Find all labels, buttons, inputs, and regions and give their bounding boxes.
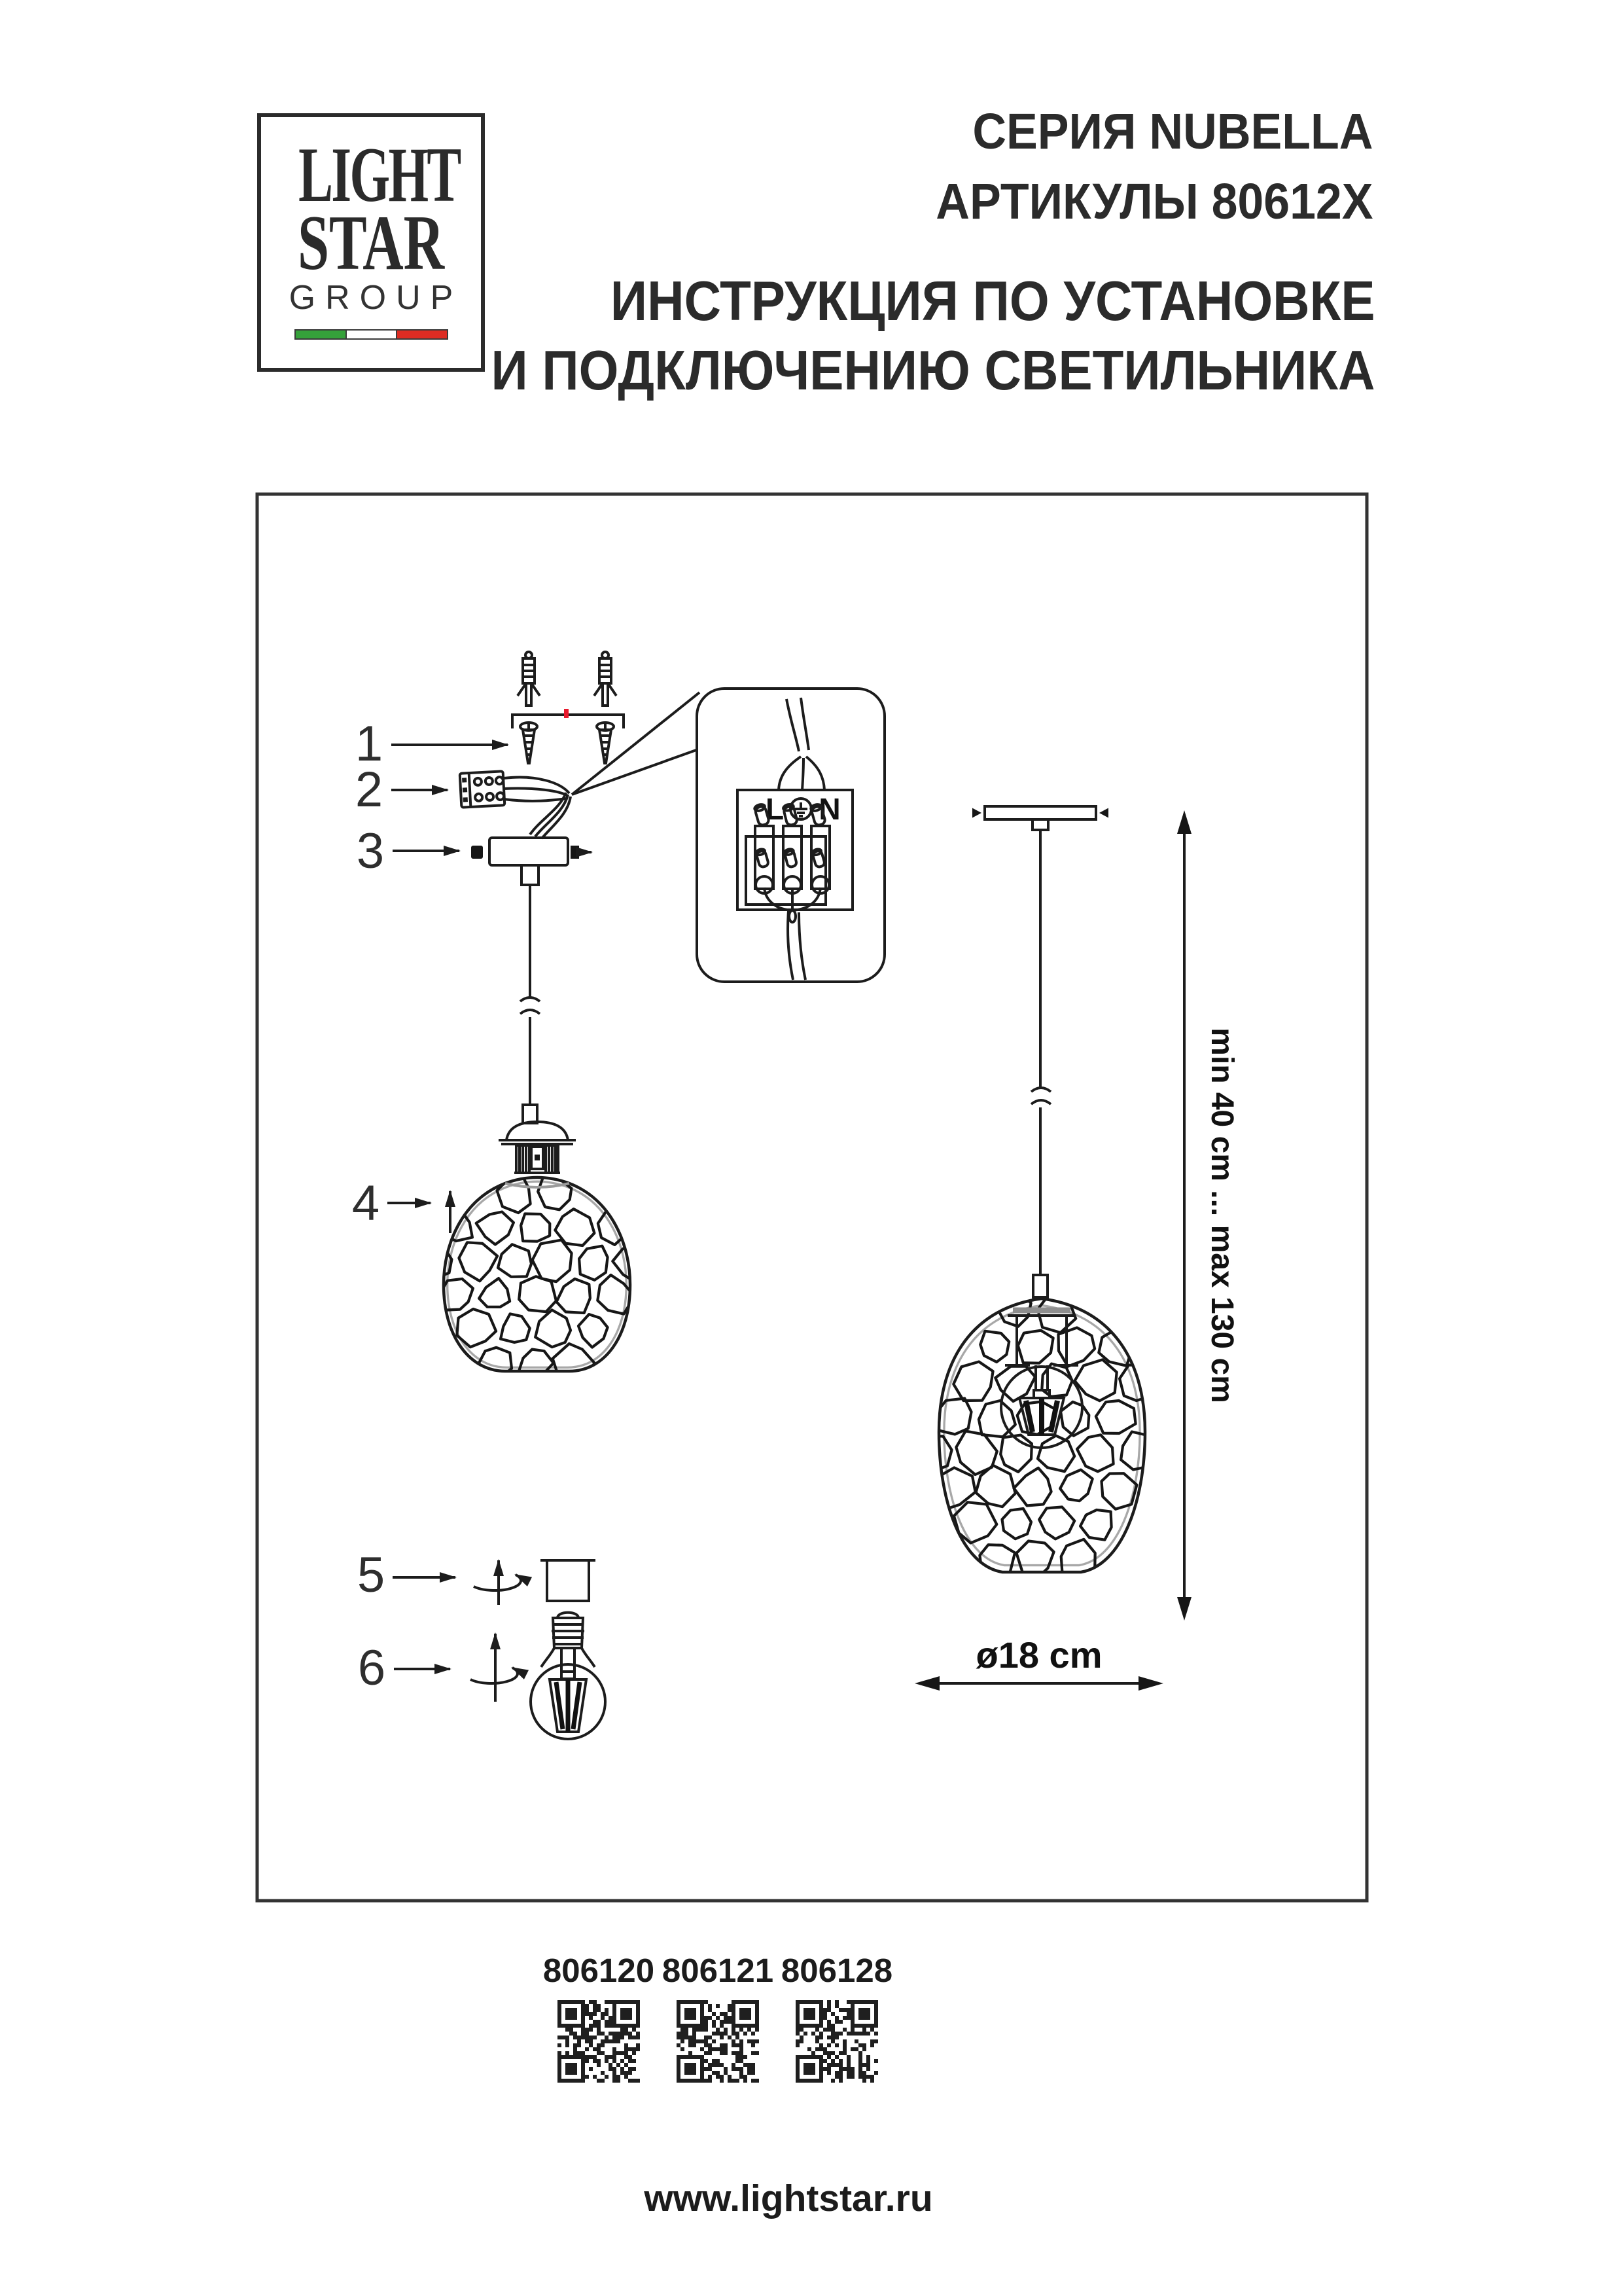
diameter-dimension	[915, 1634, 1163, 1691]
canopy-lock-pin-right	[571, 846, 579, 859]
wall-anchor-right	[594, 652, 616, 706]
step-1-number: 1	[355, 716, 383, 772]
logo-word-light: LIGHT	[298, 131, 460, 218]
light-bulb	[531, 1613, 605, 1739]
qr-code-806121	[677, 2000, 759, 2083]
articles-title: АРТИКУЛЫ 80612X	[935, 173, 1373, 230]
assembled-lamp	[915, 806, 1156, 1577]
wall-anchor-left	[518, 652, 540, 706]
product-codes	[543, 1952, 892, 1989]
product-code-3: 806128	[781, 1952, 893, 1989]
diameter-label: ø18 cm	[976, 1634, 1103, 1676]
step-2-number: 2	[355, 762, 383, 817]
inset-callout-line-top	[572, 692, 699, 795]
product-code-2: 806121	[662, 1952, 774, 1989]
step-5-number: 5	[357, 1547, 385, 1603]
step-6-number: 6	[357, 1640, 386, 1696]
bar-arrow-right	[1099, 808, 1108, 818]
terminal-live-label: L	[765, 792, 785, 826]
website-url: www.lightstar.ru	[644, 2178, 933, 2219]
height-dimension	[1177, 810, 1239, 1621]
screw-right	[597, 722, 614, 763]
bar-arrow-left	[972, 808, 981, 818]
instruction-line-1: ИНСТРУКЦИЯ ПО УСТАНОВКЕ	[610, 270, 1375, 332]
rotate-icon-bulb	[470, 1634, 518, 1702]
bracket-center-mark	[564, 709, 569, 718]
step-4-number: 4	[351, 1175, 380, 1231]
qr-code-806120	[557, 2000, 640, 2083]
product-code-1: 806120	[542, 1952, 655, 1989]
supply-wires	[504, 778, 571, 838]
rotate-icon-ring	[474, 1560, 521, 1605]
instruction-line-2: И ПОДКЛЮЧЕНИЮ СВЕТИЛЬНИКА	[491, 340, 1375, 402]
terminal-block	[460, 771, 505, 807]
height-range-label: min 40 cm ... max 130 cm	[1205, 1028, 1239, 1403]
suspension-rod	[520, 865, 540, 1105]
qr-code-806128	[796, 2000, 878, 2083]
terminal-neutral-label: N	[819, 792, 841, 826]
diagram-border	[257, 494, 1367, 1901]
series-title: СЕРИЯ NUBELLA	[972, 103, 1373, 160]
logo-word-star: STAR	[297, 199, 445, 286]
step-3-number: 3	[356, 823, 385, 879]
screw-left	[520, 722, 537, 763]
wiring-inset	[697, 689, 885, 982]
lamp-socket	[499, 1105, 576, 1173]
fixing-ring	[540, 1560, 595, 1601]
lamp-shade-exploded	[423, 1175, 654, 1386]
ceiling-canopy	[471, 838, 591, 865]
logo-word-group: GROUP	[289, 279, 463, 317]
canopy-lock-pin-left	[471, 846, 483, 859]
inset-callout-line-bottom	[572, 750, 696, 795]
